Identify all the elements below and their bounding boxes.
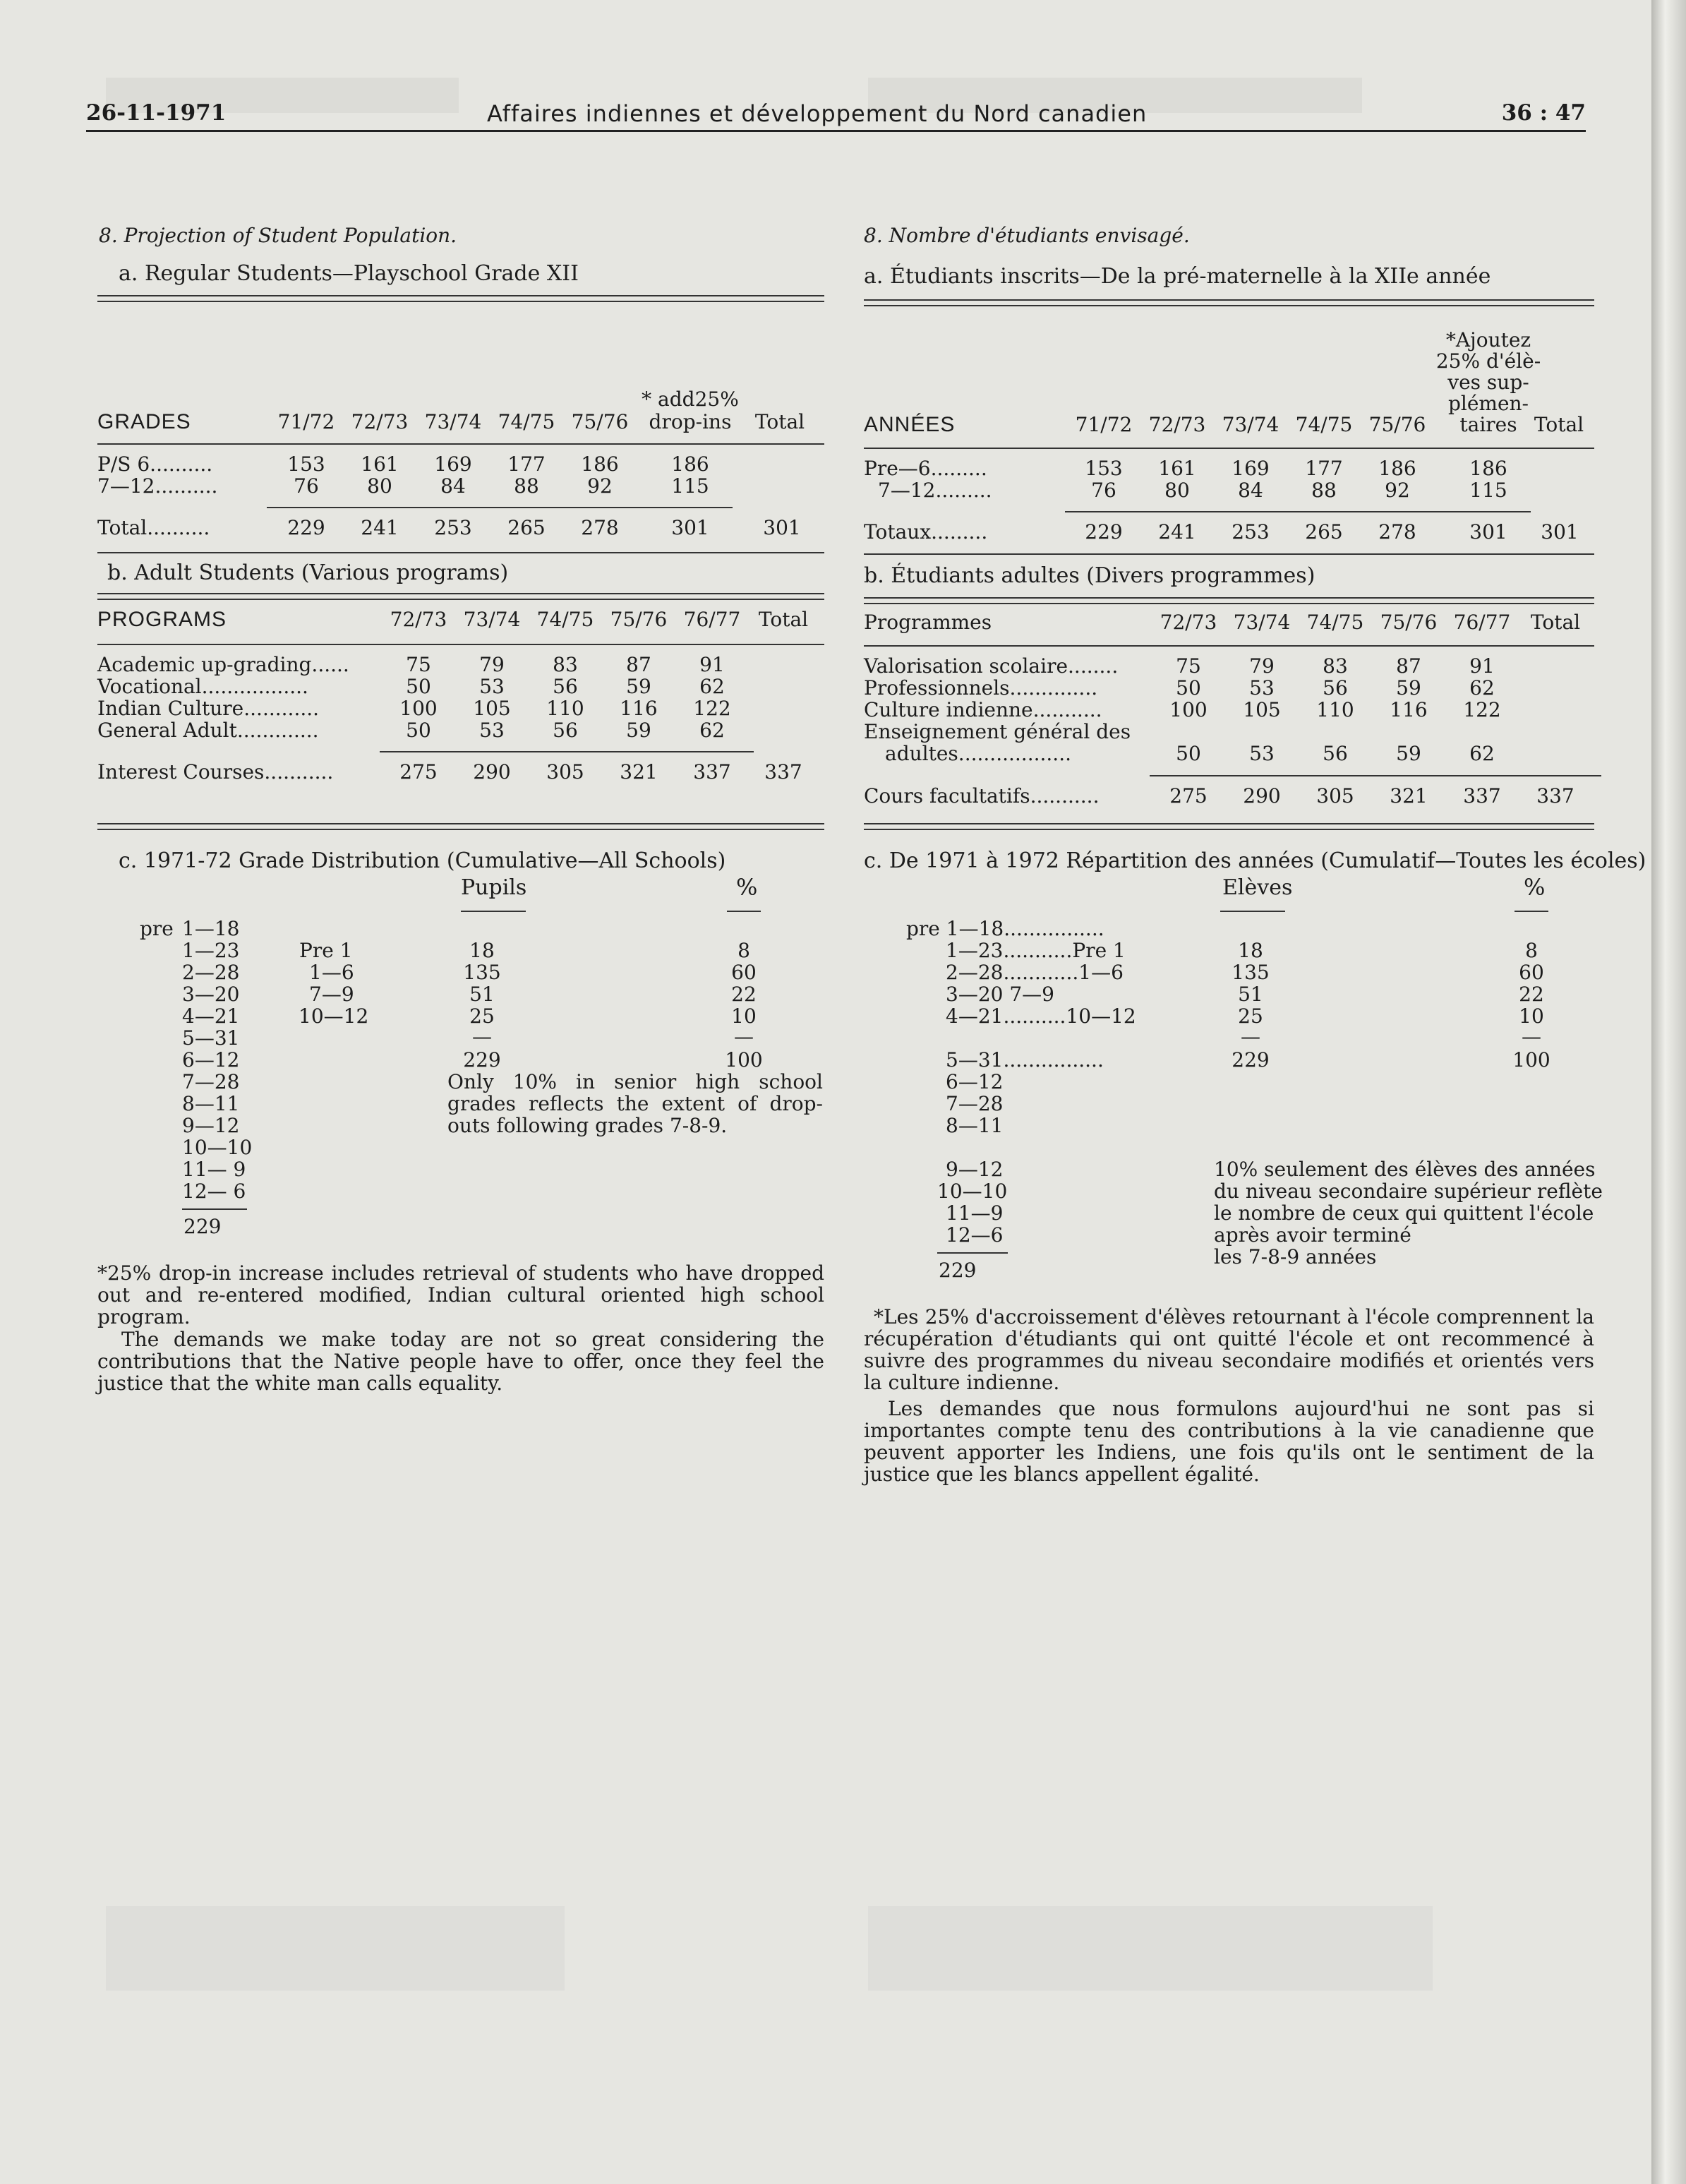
- rule: [864, 448, 1594, 449]
- rule: [1065, 511, 1531, 512]
- col-header-programmes: Programmes: [864, 611, 992, 634]
- page-edge: [1651, 0, 1686, 2184]
- cell: 115: [671, 474, 709, 498]
- rule: [1515, 911, 1548, 912]
- col-header-total: Total: [1534, 413, 1584, 436]
- grade-row: 4—21..........10—12: [946, 1004, 1136, 1028]
- cell: 91: [699, 653, 725, 676]
- closing-paragraph: Les demandes que nous formulons aujourd'hui ne sont pas si importantes compte tenu des contributions à la vie canadienne que peuvent apporter les Indiens, une fois qu'ils ont le sentiment de la justice que les blancs appellent égalité.: [864, 1397, 1594, 1486]
- rule: [97, 644, 824, 645]
- cell: 84: [1238, 479, 1263, 502]
- cell: 229: [287, 516, 325, 539]
- cell: 79: [1249, 654, 1275, 678]
- col-header: 72/73: [1148, 413, 1206, 436]
- cell: 53: [1249, 742, 1275, 765]
- table-c-title: c. De 1971 à 1972 Répartition des années (Cumulatif—Toutes les écoles): [864, 848, 1646, 873]
- pct-value: 22: [731, 983, 757, 1006]
- cell: 161: [361, 452, 399, 476]
- pupils-value: 18: [469, 939, 495, 962]
- row-label: Pre—6.........: [864, 457, 987, 480]
- pct-value: 10: [1519, 1004, 1544, 1028]
- grade-row: 1—23: [182, 939, 240, 962]
- cell: 153: [1085, 457, 1123, 480]
- grade-row: 7—28: [182, 1070, 240, 1093]
- grand-total: 229: [939, 1259, 977, 1282]
- grade-row: 1—18: [182, 917, 240, 940]
- cell: 105: [473, 697, 511, 720]
- cell: 84: [440, 474, 466, 498]
- cell: 50: [406, 675, 431, 698]
- rule: [727, 911, 761, 912]
- cell: 169: [1232, 457, 1270, 480]
- col-header-pct: %: [1524, 874, 1546, 901]
- cell: 87: [626, 653, 651, 676]
- note: Only 10% in senior high school grades reflects the extent of drop-outs following grades 7-8-9.: [447, 1070, 823, 1137]
- dash: —: [1241, 1025, 1260, 1048]
- table-c-title: c. 1971-72 Grade Distribution (Cumulative—All Schools): [119, 848, 726, 873]
- header-page-number: 36 : 47: [1501, 100, 1586, 126]
- grade-row: 11— 9: [182, 1158, 246, 1181]
- rule: [864, 645, 1594, 647]
- cell: 76: [294, 474, 319, 498]
- cell: 116: [620, 697, 658, 720]
- grade-row: 11—9: [946, 1201, 1004, 1225]
- cell: 59: [1396, 676, 1421, 700]
- dash: —: [472, 1025, 492, 1048]
- cell: 75: [406, 653, 431, 676]
- col-header: 76/77: [1453, 611, 1511, 634]
- row-label: P/S 6..........: [97, 452, 213, 476]
- col-header-total: Total: [1530, 611, 1581, 634]
- col-header: 73/74: [463, 608, 521, 631]
- cell: 62: [1469, 742, 1495, 765]
- pct-value: 8: [737, 939, 750, 962]
- pupils-value: 135: [463, 961, 501, 984]
- cell: 122: [1463, 698, 1501, 721]
- col-header: 72/73: [390, 608, 447, 631]
- grade-row: 6—12: [946, 1070, 1004, 1093]
- dash: —: [734, 1025, 754, 1048]
- cell: 110: [546, 697, 584, 720]
- cell: 337: [1463, 784, 1501, 808]
- cell: 177: [1305, 457, 1343, 480]
- rule: [380, 751, 754, 752]
- col-header-pct: %: [736, 874, 758, 901]
- rule: [864, 597, 1594, 604]
- cell: 62: [699, 719, 725, 742]
- grade-row: 9—12: [946, 1158, 1004, 1181]
- grade-row: 9—12: [182, 1114, 240, 1137]
- cell: 83: [1323, 654, 1348, 678]
- cell: 278: [1378, 520, 1416, 544]
- col-header: 74/75: [536, 608, 594, 631]
- pct-total: 100: [725, 1048, 763, 1072]
- closing-paragraph: The demands we make today are not so great considering the contributions that the Native people have to offer, once they feel the justice that the white man calls equality.: [97, 1328, 824, 1395]
- row-label: Vocational.................: [97, 675, 308, 698]
- group-label: 10—12: [299, 1004, 369, 1028]
- grade-row: 2—28............1—6: [946, 961, 1124, 984]
- cell: 53: [479, 719, 505, 742]
- rule: [864, 823, 1594, 830]
- cell: 305: [546, 760, 584, 784]
- cell: 92: [1385, 479, 1410, 502]
- cell: 100: [399, 697, 438, 720]
- grade-row: 2—28: [182, 961, 240, 984]
- cell: 275: [399, 760, 438, 784]
- col-header: 75/76: [1380, 611, 1438, 634]
- rule: [97, 823, 824, 830]
- col-header-grades: GRADES: [97, 410, 191, 433]
- cell: 88: [1311, 479, 1337, 502]
- cell: 290: [1243, 784, 1281, 808]
- grand-total: 229: [183, 1215, 222, 1238]
- cell: 186: [1378, 457, 1416, 480]
- row-label-total: Total..........: [97, 516, 210, 539]
- pupils-value: 25: [1238, 1004, 1263, 1028]
- pupils-value: 18: [1238, 939, 1263, 962]
- cell: 153: [287, 452, 325, 476]
- pupils-value: 51: [1238, 983, 1263, 1006]
- cell: 265: [507, 516, 546, 539]
- col-header-dropins: * add25%: [642, 388, 739, 411]
- note-line: 10% seulement des élèves des années: [1214, 1158, 1596, 1181]
- cell: 75: [1176, 654, 1201, 678]
- pre-label: pre: [140, 917, 174, 940]
- grade-row: 10—10: [182, 1136, 253, 1159]
- cell: 229: [1085, 520, 1123, 544]
- rule: [97, 443, 824, 445]
- col-header-dropins: drop-ins: [649, 410, 732, 433]
- cell: 56: [553, 675, 578, 698]
- group-label: 1—6: [309, 961, 354, 984]
- grade-row: 10—10: [937, 1180, 1008, 1203]
- col-header: 73/74: [1222, 413, 1279, 436]
- section-title: 8. Nombre d'étudiants envisagé.: [864, 224, 1190, 247]
- footnote: *25% drop-in increase includes retrieval of students who have dropped out and re-entered modified, Indian cultural oriented high school program.: [97, 1261, 824, 1328]
- cell: 301: [1541, 520, 1579, 544]
- cell: 305: [1316, 784, 1354, 808]
- rule: [461, 911, 526, 912]
- row-label: 7—12.........: [878, 479, 992, 502]
- cell: 56: [1323, 742, 1348, 765]
- running-header: [86, 97, 1586, 132]
- cell: 301: [671, 516, 709, 539]
- cell: 169: [434, 452, 472, 476]
- col-header: 71/72: [277, 410, 335, 433]
- grade-row: 12—6: [946, 1223, 1004, 1247]
- pupils-value: 51: [469, 983, 495, 1006]
- cell: 59: [626, 719, 651, 742]
- cell: 105: [1243, 698, 1281, 721]
- group-label: 7—9: [309, 983, 354, 1006]
- col-header-ajoutez: taires: [1459, 413, 1517, 436]
- cell: 83: [553, 653, 578, 676]
- rule: [182, 1208, 247, 1210]
- grade-row: 3—20: [182, 983, 240, 1006]
- col-header-programs: PROGRAMS: [97, 608, 227, 631]
- col-header-ajoutez: plémen-: [1447, 392, 1529, 415]
- col-header-total: Total: [754, 410, 805, 433]
- grade-row: 8—11: [946, 1114, 1004, 1137]
- cell: 253: [1232, 520, 1270, 544]
- cell: 275: [1169, 784, 1208, 808]
- cell: 337: [764, 760, 802, 784]
- cell: 110: [1316, 698, 1354, 721]
- table-a-title: a. Étudiants inscrits—De la pré-maternelle à la XIIe année: [864, 264, 1491, 289]
- rule: [864, 299, 1594, 306]
- cell: 88: [514, 474, 539, 498]
- row-label: Valorisation scolaire........: [864, 654, 1119, 678]
- cell: 337: [1536, 784, 1574, 808]
- col-header: 72/73: [351, 410, 409, 433]
- cell: 186: [581, 452, 619, 476]
- cell: 92: [587, 474, 613, 498]
- rule: [1150, 775, 1601, 776]
- group-label: Pre 1: [299, 939, 353, 962]
- col-header-total: Total: [758, 608, 809, 631]
- col-header: 76/77: [683, 608, 741, 631]
- footnote: *Les 25% d'accroissement d'élèves retournant à l'école comprennent la récupération d'étudiants qui ont quitté l'école et ont recommencé à suivre des programmes du niveau secondaire modifiés et orientés vers la culture indienne.: [864, 1305, 1594, 1394]
- cell: 62: [699, 675, 725, 698]
- pupils-value: 135: [1232, 961, 1270, 984]
- row-label: adultes..................: [885, 742, 1072, 765]
- rule: [97, 295, 824, 302]
- cell: 56: [553, 719, 578, 742]
- cell: 241: [1158, 520, 1196, 544]
- rule: [937, 1252, 1008, 1254]
- cell: 80: [1164, 479, 1190, 502]
- grade-row: 12— 6: [182, 1180, 246, 1203]
- rule: [97, 552, 824, 553]
- cell: 91: [1469, 654, 1495, 678]
- cell: 100: [1169, 698, 1208, 721]
- col-header: 74/75: [1306, 611, 1364, 634]
- grade-row: pre 1—18................: [906, 917, 1104, 940]
- row-label: Cours facultatifs...........: [864, 784, 1100, 808]
- grade-row: 5—31................: [946, 1048, 1104, 1072]
- cell: 87: [1396, 654, 1421, 678]
- rule: [864, 553, 1594, 555]
- cell: 186: [671, 452, 709, 476]
- row-label: Culture indienne...........: [864, 698, 1102, 721]
- pct-value: 60: [1519, 961, 1544, 984]
- row-label: 7—12..........: [97, 474, 218, 498]
- note-line: les 7-8-9 années: [1214, 1245, 1377, 1268]
- cell: 177: [507, 452, 546, 476]
- grade-row: 5—31: [182, 1026, 240, 1050]
- pupils-total: 229: [1232, 1048, 1270, 1072]
- row-label: General Adult.............: [97, 719, 319, 742]
- note-line: du niveau secondaire supérieur reflète: [1214, 1180, 1603, 1203]
- pct-value: 10: [731, 1004, 757, 1028]
- grade-row: 4—21: [182, 1004, 240, 1028]
- grade-row: 7—28: [946, 1092, 1004, 1115]
- note-line: le nombre de ceux qui quittent l'école: [1214, 1201, 1594, 1225]
- cell: 122: [693, 697, 731, 720]
- col-header: 74/75: [1295, 413, 1353, 436]
- col-header-annees: ANNÉES: [864, 413, 956, 436]
- note-line: après avoir terminé: [1214, 1223, 1411, 1247]
- cell: 79: [479, 653, 505, 676]
- row-label: Professionnels..............: [864, 676, 1098, 700]
- col-header-pupils: Pupils: [461, 875, 527, 900]
- cell: 301: [763, 516, 801, 539]
- pct-value: 22: [1519, 983, 1544, 1006]
- cell: 50: [406, 719, 431, 742]
- cell: 50: [1176, 742, 1201, 765]
- cell: 265: [1305, 520, 1343, 544]
- pct-total: 100: [1512, 1048, 1550, 1072]
- pct-value: 8: [1525, 939, 1538, 962]
- cell: 62: [1469, 676, 1495, 700]
- cell: 321: [1390, 784, 1428, 808]
- col-header: 72/73: [1160, 611, 1217, 634]
- rule: [267, 507, 733, 508]
- rule: [97, 593, 824, 600]
- cell: 290: [473, 760, 511, 784]
- col-header: 75/76: [571, 410, 629, 433]
- col-header: 74/75: [498, 410, 555, 433]
- cell: 278: [581, 516, 619, 539]
- col-header: 75/76: [1368, 413, 1426, 436]
- col-header-ajoutez: 25% d'élè-: [1435, 349, 1541, 373]
- grade-row: 3—20 7—9: [946, 983, 1054, 1006]
- col-header: 75/76: [610, 608, 668, 631]
- row-label-total: Totaux.........: [864, 520, 988, 544]
- cell: 337: [693, 760, 731, 784]
- cell: 186: [1469, 457, 1507, 480]
- cell: 253: [434, 516, 472, 539]
- cell: 116: [1390, 698, 1428, 721]
- cell: 59: [626, 675, 651, 698]
- grade-row: 1—23...........Pre 1: [946, 939, 1126, 962]
- pupils-value: 25: [469, 1004, 495, 1028]
- col-header-ajoutez: ves sup-: [1447, 371, 1529, 394]
- rule: [1220, 911, 1285, 912]
- cell: 53: [1249, 676, 1275, 700]
- cell: 56: [1323, 676, 1348, 700]
- cell: 76: [1091, 479, 1116, 502]
- pupils-total: 229: [463, 1048, 501, 1072]
- col-header: 73/74: [424, 410, 482, 433]
- col-header: 71/72: [1075, 413, 1133, 436]
- cell: 321: [620, 760, 658, 784]
- show-through: [868, 1906, 1433, 1991]
- cell: 161: [1158, 457, 1196, 480]
- section-title: 8. Projection of Student Population.: [99, 224, 457, 247]
- grade-row: 8—11: [182, 1092, 240, 1115]
- row-label: Indian Culture............: [97, 697, 320, 720]
- cell: 50: [1176, 676, 1201, 700]
- row-label: Interest Courses...........: [97, 760, 334, 784]
- dash: —: [1522, 1025, 1541, 1048]
- cell: 80: [367, 474, 392, 498]
- table-b-title: b. Étudiants adultes (Divers programmes): [864, 563, 1315, 588]
- table-b-title: b. Adult Students (Various programs): [107, 560, 509, 585]
- cell: 115: [1469, 479, 1507, 502]
- col-header-eleves: Elèves: [1222, 875, 1293, 900]
- header-date: 26-11-1971: [86, 100, 227, 126]
- cell: 301: [1469, 520, 1507, 544]
- show-through: [106, 1906, 565, 1991]
- col-header: 73/74: [1233, 611, 1291, 634]
- header-title: Affaires indiennes et développement du Nord canadien: [487, 100, 1148, 127]
- cell: 59: [1396, 742, 1421, 765]
- grade-row: 6—12: [182, 1048, 240, 1072]
- cell: 53: [479, 675, 505, 698]
- col-header-ajoutez: *Ajoutez: [1445, 328, 1531, 352]
- table-a-title: a. Regular Students—Playschool Grade XII: [119, 261, 579, 286]
- cell: 241: [361, 516, 399, 539]
- row-label: Enseignement général des: [864, 720, 1131, 743]
- row-label: Academic up-grading......: [97, 653, 349, 676]
- pct-value: 60: [731, 961, 757, 984]
